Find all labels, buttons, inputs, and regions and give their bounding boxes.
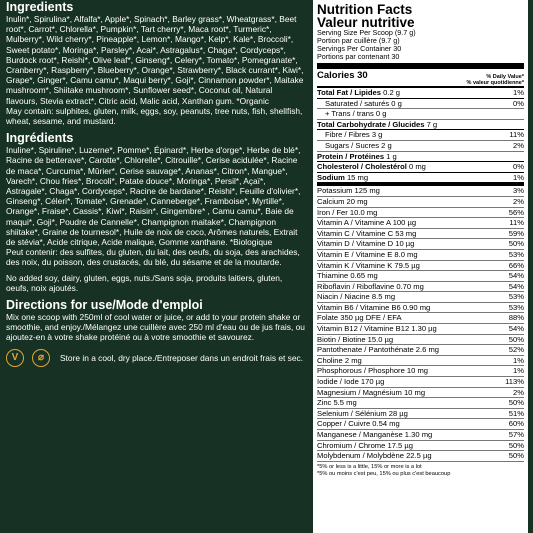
vitamin-label: Vitamin C / Vitamine C 53 mg xyxy=(317,228,417,238)
vitamin-row xyxy=(317,345,524,356)
nutrient-label xyxy=(317,141,392,151)
nutrient-dv: 1% xyxy=(513,172,524,182)
vitamin-dv: 50% xyxy=(508,440,524,450)
vitamin-dv: 50% xyxy=(508,334,524,344)
nutrient-name: Sodium xyxy=(317,172,345,182)
vitamin-dv: 50% xyxy=(508,239,524,249)
vitamin-label: Iron / Fer 10.0 mg xyxy=(317,207,378,217)
nutrient-amount: 7 g xyxy=(424,119,438,129)
vitamin-label: Copper / Cuivre 0.54 mg xyxy=(317,419,400,429)
vitamin-row xyxy=(317,186,524,197)
vitamin-row xyxy=(317,324,524,335)
vitamin-row xyxy=(317,250,524,261)
nutrient-row xyxy=(317,141,524,152)
vitamin-label: Vitamin K / Vitamine K 79.5 µg xyxy=(317,260,420,270)
vegan-icon: V xyxy=(6,349,24,367)
nutrient-row xyxy=(317,88,524,99)
nutrient-amount: 1 g xyxy=(384,151,397,161)
vitamin-row xyxy=(317,419,524,430)
nutrient-name: Total Carbohydrate / Glucides xyxy=(317,119,425,129)
divider xyxy=(317,63,524,69)
vitamin-row xyxy=(317,282,524,293)
calories-label: Calories 30 xyxy=(317,70,368,81)
dv-header-fr: % valeur quotidienne* xyxy=(466,80,524,86)
nutrient-amount: 0 g xyxy=(389,98,402,108)
vitamin-dv: 50% xyxy=(508,398,524,408)
nf-title-fr: Valeur nutritive xyxy=(317,15,415,30)
nutrient-row xyxy=(317,152,524,163)
vitamin-label: Vitamin A / Vitamine A 100 µg xyxy=(317,218,417,228)
portion: Portion par cuillère (9.7 g) xyxy=(317,36,400,45)
nutrient-amount: 2 g xyxy=(379,140,392,150)
nutrient-row xyxy=(317,173,524,184)
vitamin-label: Vitamin E / Vitamine E 8.0 mg xyxy=(317,249,418,259)
nutrient-label xyxy=(317,130,382,140)
vitamin-label: Pantothenate / Pantothénate 2.6 mg xyxy=(317,345,440,355)
vitamin-row xyxy=(317,229,524,240)
vitamin-dv: 52% xyxy=(508,345,524,355)
nutrient-row xyxy=(317,99,524,110)
vitamin-label: Folate 350 µg DFE / EFA xyxy=(317,313,402,323)
dv-header-en: % Daily Value* xyxy=(486,74,524,80)
vitamin-dv: 56% xyxy=(508,207,524,217)
nutrient-label xyxy=(317,173,368,183)
vitamin-row xyxy=(317,430,524,441)
ingredients-fr-heading: Ingrédients xyxy=(6,131,74,146)
vitamin-row xyxy=(317,292,524,303)
vitamin-label: Choline 2 mg xyxy=(317,355,362,365)
vitamin-row xyxy=(317,366,524,377)
vitamin-row xyxy=(317,441,524,452)
vitamin-row xyxy=(317,197,524,208)
vitamin-dv: 51% xyxy=(508,408,524,418)
vitamin-label: Chromium / Chrome 17.5 µg xyxy=(317,440,413,450)
nutrient-dv: 1% xyxy=(513,88,524,97)
vitamin-row xyxy=(317,377,524,388)
calories-row xyxy=(317,70,524,88)
vitamin-label: Iodide / Iode 170 µg xyxy=(317,377,385,387)
nutrient-row xyxy=(317,162,524,173)
vitamin-dv: 54% xyxy=(508,281,524,291)
vitamin-label: Selenium / Sélénium 28 µg xyxy=(317,408,408,418)
vitamin-dv: 3% xyxy=(513,186,524,196)
nutrient-name: Total Fat / Lipides xyxy=(317,88,381,97)
no-added-note: No added soy, dairy, gluten, eggs, nuts./Sans soja, produits laitiers, gluten, oeufs, noix ajoutés. xyxy=(6,272,283,293)
vitamin-label: Riboflavin / Riboflavine 0.70 mg xyxy=(317,281,424,291)
nutrient-name: Saturated / saturés xyxy=(325,98,390,108)
vitamin-label: Thiamine 0.65 mg xyxy=(317,271,378,281)
gluten-free-icon: ⌀ xyxy=(32,349,50,367)
nutrient-dv: 2% xyxy=(513,140,524,150)
vitamin-row xyxy=(317,239,524,250)
nutrient-dv: 0% xyxy=(513,162,524,172)
dv-header xyxy=(467,74,524,86)
vitamin-row xyxy=(317,218,524,229)
nutrient-row xyxy=(317,130,524,141)
vitamin-dv: 1% xyxy=(513,366,524,376)
servings: Servings Per Container 30 xyxy=(317,44,402,53)
vitamin-dv: 66% xyxy=(508,260,524,270)
nf-title-en: Nutrition Facts xyxy=(317,2,413,17)
vitamin-label: Calcium 20 mg xyxy=(317,196,368,206)
vitamin-row xyxy=(317,335,524,346)
nutrient-label xyxy=(317,99,402,109)
vitamin-row xyxy=(317,313,524,324)
footnote-fr: *5% ou moins c'est peu, 15% ou plus c'est beaucoup xyxy=(317,470,451,477)
nutrient-label xyxy=(317,152,397,162)
vitamin-dv: 59% xyxy=(508,228,524,238)
may-contain-fr: Peut contenir: des sulfites, du gluten, du lait, des oeufs, du soja, des arachides, des noix, du poisson, des crustacés, du blé, du sésame et de la moutarde. xyxy=(6,247,300,268)
vitamin-row xyxy=(317,208,524,219)
vitamin-row xyxy=(317,388,524,399)
nutrient-label xyxy=(317,162,426,172)
vitamin-label: Molybdenum / Molybdène 22.5 µg xyxy=(317,451,432,461)
vitamin-label: Potassium 125 mg xyxy=(317,186,380,196)
ingredients-fr-text: Inuline*, Spiruline*, Luzerne*, Pomme*, Épinard*, Herbe d'orge*, Herbe de blé*, Racine de betterave*, Carotte*, Chlorelle*, Citrouille*, Cerise acidulée*, Racine de maca*, Curcuma*, Mûrier*, Cerise sauvage*, Ananas*, Citron*, Mangue*, Varech*, Chou fries*, Brocoli*, Patate douce*, Moringa*, Persil*, Açaï*, Astragale*, Chaga*, Cordyceps*, Racine de bardane*, Reishi*, Feuille d'olivier*, Ginseng*, Céleri*, Tomate*, Grenade*, Canneberge*, Framboise*, Myrtille*, Orange*, Fraise*, Cassis*, Kiwi*, Raisin*, Gingembre* , Camu camu*, Baie de maqui*, Goji*, Poudre de Cannelle*, Champignon maitake*, Champignon shiitake*, Graine de tournesol*, Huile de noix de coco, Arômes naturels, Extrait de stévia*, Acide citrique, Acide malique, Gomme xanthane. *Biologique xyxy=(6,145,301,248)
nutrient-label xyxy=(317,88,400,98)
nutrient-amount: 0 mg xyxy=(406,162,426,172)
vitamin-row xyxy=(317,303,524,314)
vitamin-dv: 57% xyxy=(508,430,524,439)
vitamin-row xyxy=(317,451,524,462)
vitamin-dv: 88% xyxy=(508,313,524,323)
vitamin-label: Vitamin B6 / Vitamine B6 0.90 mg xyxy=(317,302,431,312)
nutrient-name: Fibre / Fibres xyxy=(325,130,370,140)
footnote-en: *5% or less is a little, 15% or more is a lot xyxy=(317,463,422,470)
serving-size: Serving Size Per Scoop (9.7 g) xyxy=(317,28,416,37)
ingredients-en-text: Inulin*, Spirulina*, Alfalfa*, Apple*, Spinach*, Barley grass*, Wheatgrass*, Beet root*, Carrot*, Chlorella*, Pumpkin*, Tart cherry*, Maca root*, Turmeric*, Mulberry*, Wild cherry*, Pineapple*, Lemon*, Mango*, Kelp*, Kale*, Broccoli*, Sweet potato*, Moringa*, Parsley*, Acai*, Astragalus*, Chaga*, Cordyceps*, Burdock root*, Reishi*, Olive leaf*, Ginseng*, Celery*, Tomato*, Pomegranate*, Cranberry*, Raspberry*, Blueberry*, Orange*, Strawberry*, Black currant*, Kiwi*, Grape*, Ginger*, Camu camu*, Maqui berry*, Goji*, Cinnamon powder*, Maitake mushroom*, Shiitake mushroom*, Sunflower seed*, Coconut oil, Natural flavours, Stevia extract*, Citric acid, Malic acid, Xanthan gum. *Organic xyxy=(6,14,304,106)
may-contain-en: May contain: sulphites, gluten, milk, eggs, soy, peanuts, tree nuts, fish, shellfish, wheat, sesame, and mustard. xyxy=(6,105,303,127)
vitamin-label: Niacin / Niacine 8.5 mg xyxy=(317,292,396,302)
nutrient-amount: 15 mg xyxy=(344,172,369,182)
vitamin-dv: 11% xyxy=(509,218,524,228)
footnote xyxy=(317,464,524,478)
vitamin-dv: 53% xyxy=(508,249,524,259)
nutrition-facts-panel xyxy=(313,0,528,533)
vitamin-label: Vitamin D / Vitamine D 10 µg xyxy=(317,239,415,249)
vitamin-row xyxy=(317,356,524,367)
vitamin-dv: 60% xyxy=(508,419,524,429)
vitamin-dv: 1% xyxy=(513,355,524,365)
vitamin-dv: 53% xyxy=(508,302,524,312)
vitamin-label: Zinc 5.5 mg xyxy=(317,398,357,408)
vitamin-rows xyxy=(317,186,524,461)
nutrient-dv: 11% xyxy=(509,130,524,140)
directions-heading: Directions for use/Mode d'emploi xyxy=(6,298,203,313)
vitamin-row xyxy=(317,261,524,272)
nutrient-dv: 0% xyxy=(513,98,524,108)
vitamin-dv: 54% xyxy=(508,324,524,334)
vitamin-dv: 2% xyxy=(513,196,524,206)
portions: Portions par contenant 30 xyxy=(317,52,400,61)
vitamin-row xyxy=(317,271,524,282)
ingredients-en-heading: Ingredients xyxy=(6,0,74,14)
vitamin-dv: 2% xyxy=(513,387,524,397)
vitamin-row xyxy=(317,409,524,420)
nutrient-amount: 0.2 g xyxy=(381,88,400,97)
badge-row xyxy=(6,349,306,367)
vitamin-label: Biotin / Biotine 15.0 µg xyxy=(317,334,394,344)
nutrient-name: Sugars / Sucres xyxy=(325,140,380,150)
vitamin-dv: 113% xyxy=(505,377,524,387)
nutrient-rows xyxy=(317,88,524,183)
vitamin-label: Vitamin B12 / Vitamine B12 1.30 µg xyxy=(317,324,437,334)
vitamin-dv: 53% xyxy=(508,292,524,302)
vitamin-dv: 54% xyxy=(508,271,524,281)
nutrient-label xyxy=(317,109,386,119)
nutrient-row xyxy=(317,109,524,120)
ingredients-column xyxy=(6,0,306,533)
nutrient-label xyxy=(317,120,437,130)
vitamin-label: Phosphorous / Phosphore 10 mg xyxy=(317,366,429,376)
storage-text: Store in a cool, dry place./Entreposer dans un endroit frais et sec. xyxy=(60,352,304,363)
vitamin-label: Magnesium / Magnésium 10 mg xyxy=(317,387,426,397)
nutrient-name: + Trans / trans xyxy=(325,109,374,119)
nutrient-row xyxy=(317,120,524,131)
nutrient-amount: 3 g xyxy=(369,130,383,140)
vitamin-row xyxy=(317,398,524,409)
directions-text: Mix one scoop with 250ml of cool water or juice, or add to your protein shake or smoothie, and enjoy./Mélangez une cuillère avec 250 ml d'eau ou de jus frais, ou ajoutez-en à votre shake protéiné ou à votre smoothie et savourez. xyxy=(6,312,305,343)
nutrient-name: Cholesterol / Cholestérol xyxy=(317,162,407,172)
nutrient-name: Protein / Protéines xyxy=(317,151,385,161)
nutrient-amount: 0 g xyxy=(373,109,387,119)
vitamin-dv: 50% xyxy=(508,451,524,461)
vitamin-label: Manganese / Manganèse 1.30 mg xyxy=(317,430,433,439)
